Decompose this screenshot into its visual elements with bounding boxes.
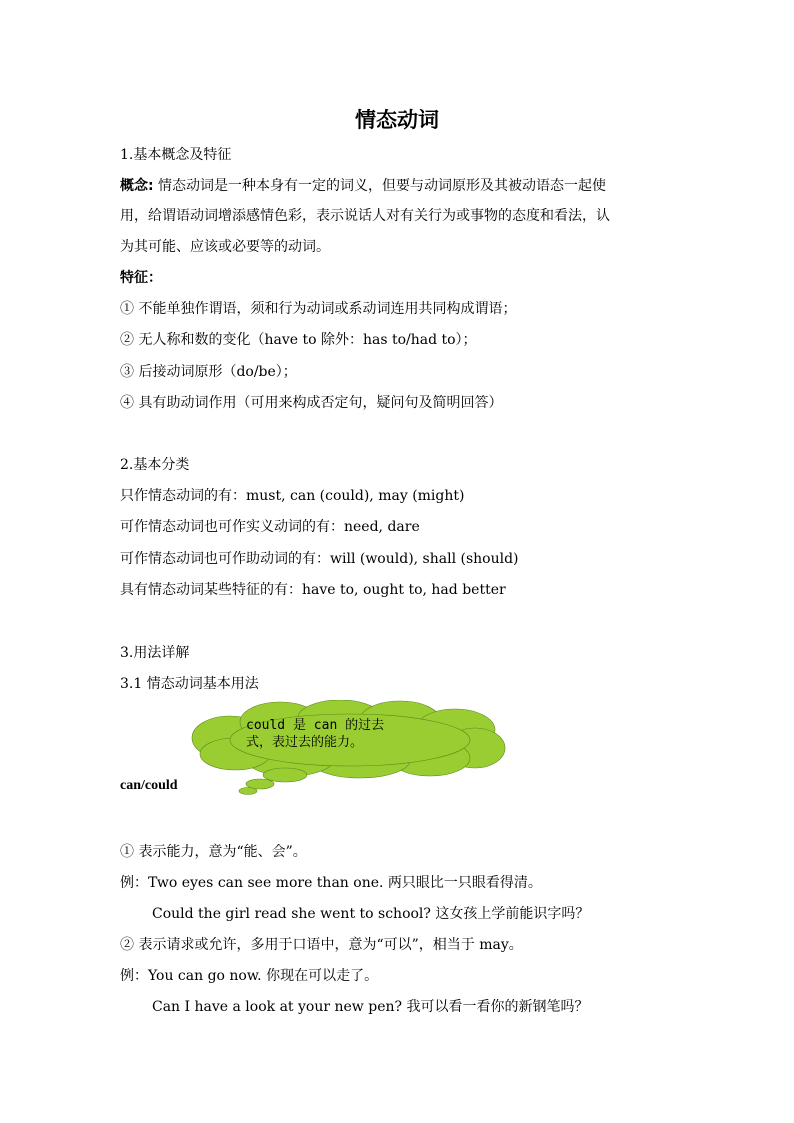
example-2b: Can I have a look at your new pen? 我可以看一看你的新钢笔吗？ (152, 999, 589, 1015)
page-title: 情态动词 (355, 108, 439, 132)
concept-label: 概念: (120, 178, 154, 194)
cloud-text-line-1: could 是 can 的过去 (246, 718, 385, 733)
feature-item-3: ③ 后接动词原形（do/be）； (120, 364, 297, 380)
section-3-heading: 3.用法详解 (120, 645, 190, 661)
concept-text-1: 情态动词是一种本身有一定的词义，但要与动词原形及其被动语态一起使 (153, 178, 607, 194)
concept-line-3: 为其可能、应该或必要等的动词。 (120, 239, 330, 255)
feature-label: 特征： (120, 270, 162, 286)
example-1a: 例：Two eyes can see more than one. 两只眼比一只眼看得清。 (120, 875, 542, 891)
feature-item-1: ① 不能单独作谓语，须和行为动词或系动词连用共同构成谓语； (120, 301, 517, 317)
term-can-could: can/could (120, 778, 178, 793)
category-2: 可作情态动词也可作实义动词的有：need, dare (120, 519, 420, 535)
feature-item-4: ④ 具有助动词作用（可用来构成否定句，疑问句及简明回答） (120, 395, 503, 411)
section-1-heading: 1.基本概念及特征 (120, 147, 232, 163)
cloud-callout-text (246, 717, 451, 751)
subsection-3-1-heading: 3.1 情态动词基本用法 (120, 676, 259, 692)
category-4: 具有情态动词某些特征的有：have to, ought to, had better (120, 582, 506, 598)
usage-2: ② 表示请求或允许，多用于口语中，意为“可以”，相当于 may。 (120, 937, 523, 953)
example-1b: Could the girl read she went to school? 这女孩上学前能识字吗？ (152, 906, 590, 922)
concept-line-1 (120, 176, 606, 196)
example-2a: 例：You can go now. 你现在可以走了。 (120, 968, 379, 984)
category-3: 可作情态动词也可作助动词的有：will (would), shall (should) (120, 551, 519, 567)
concept-line-2: 用，给谓语动词增添感情色彩，表示说话人对有关行为或事物的态度和看法，认 (120, 208, 610, 224)
feature-item-2: ② 无人称和数的变化（have to 除外：has to/had to）； (120, 332, 477, 348)
usage-1: ① 表示能力，意为“能、会”。 (120, 844, 307, 860)
section-2-heading: 2.基本分类 (120, 457, 190, 473)
category-1: 只作情态动词的有：must, can (could), may (might) (120, 488, 465, 504)
cloud-text-line-2: 式，表过去的能力。 (246, 735, 364, 750)
